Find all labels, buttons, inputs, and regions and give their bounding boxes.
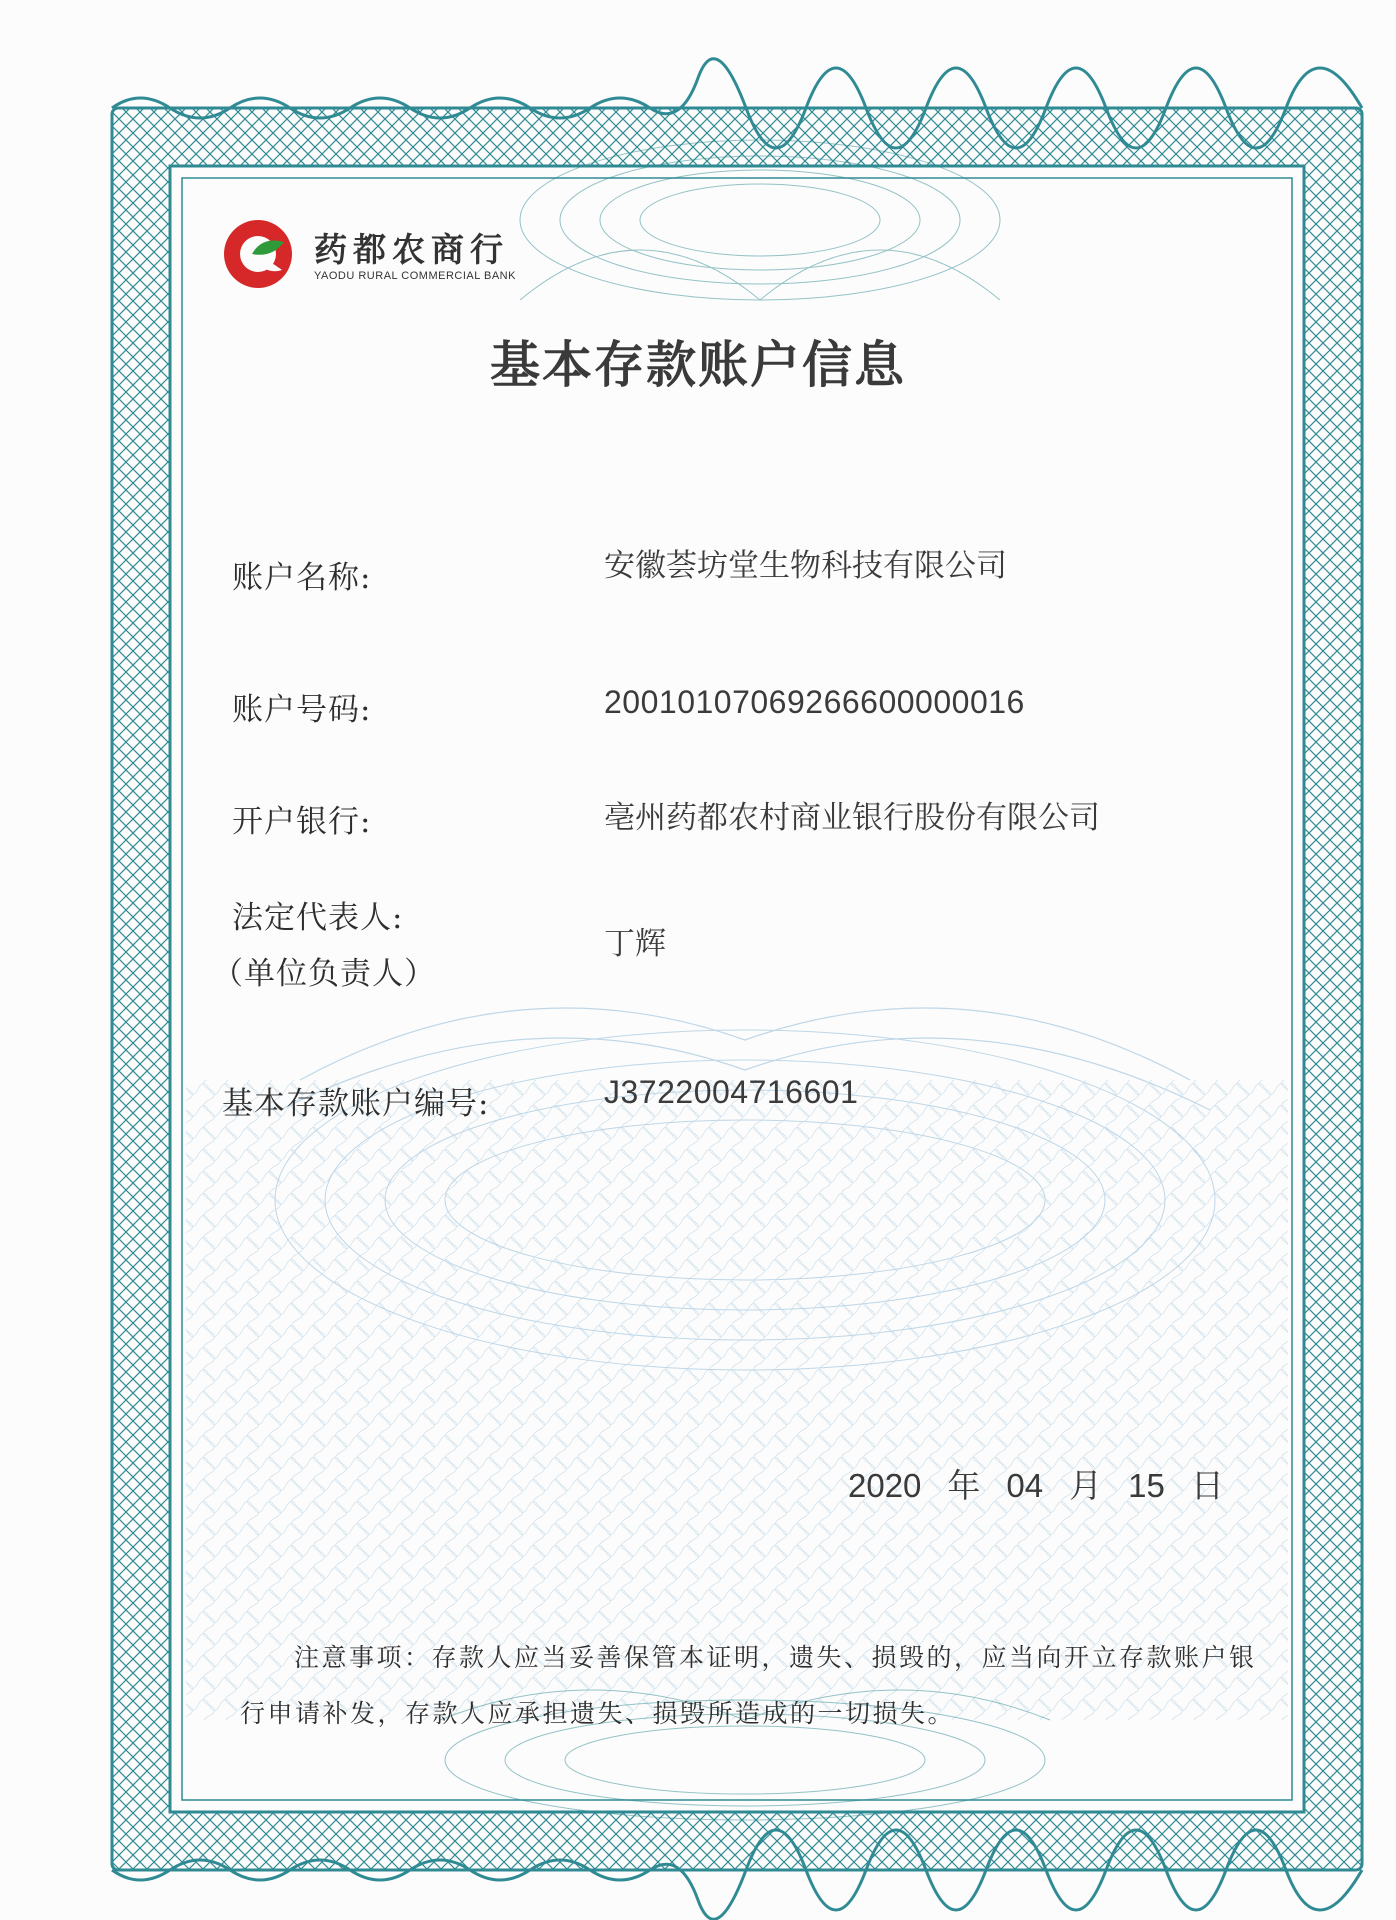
bank-name-cn: 药都农商行 <box>314 230 509 269</box>
bank-value: 亳州药都农村商业银行股份有限公司 <box>604 800 1100 836</box>
issue-date <box>848 1460 1250 1507</box>
account-number-label: 账户号码: <box>232 692 372 728</box>
account-name-label: 账户名称: <box>232 560 372 596</box>
account-name-value: 安徽荟坊堂生物科技有限公司 <box>604 548 1007 584</box>
date-day: 15 <box>1128 1467 1165 1504</box>
legal-rep-sublabel: （单位负责人） <box>212 956 436 992</box>
notice-text: 注意事项：存款人应当妥善保管本证明，遗失、损毁的，应当向开立存款账户银行申请补发，存款人应承担遗失、损毁所造成的一切损失。 <box>240 1643 1257 1728</box>
date-year: 2020 <box>848 1467 922 1504</box>
basic-account-no-label: 基本存款账户编号: <box>222 1086 490 1122</box>
legal-rep-label: 法定代表人: <box>232 900 404 936</box>
bank-name-en: YAODU RURAL COMMERCIAL BANK <box>314 270 516 282</box>
bank-emblem-icon <box>222 218 294 290</box>
date-day-unit: 日 <box>1190 1466 1224 1505</box>
date-month: 04 <box>1006 1467 1044 1504</box>
document-title: 基本存款账户信息 <box>490 335 906 394</box>
legal-rep-value: 丁辉 <box>604 926 666 962</box>
date-year-unit: 年 <box>947 1466 981 1505</box>
bank-label: 开户银行: <box>232 804 372 840</box>
date-month-unit: 月 <box>1069 1466 1103 1505</box>
account-number-value: 20010107069266600000016 <box>604 684 1025 720</box>
basic-account-no-value: J3722004716601 <box>604 1074 859 1110</box>
bank-logo <box>222 218 552 298</box>
